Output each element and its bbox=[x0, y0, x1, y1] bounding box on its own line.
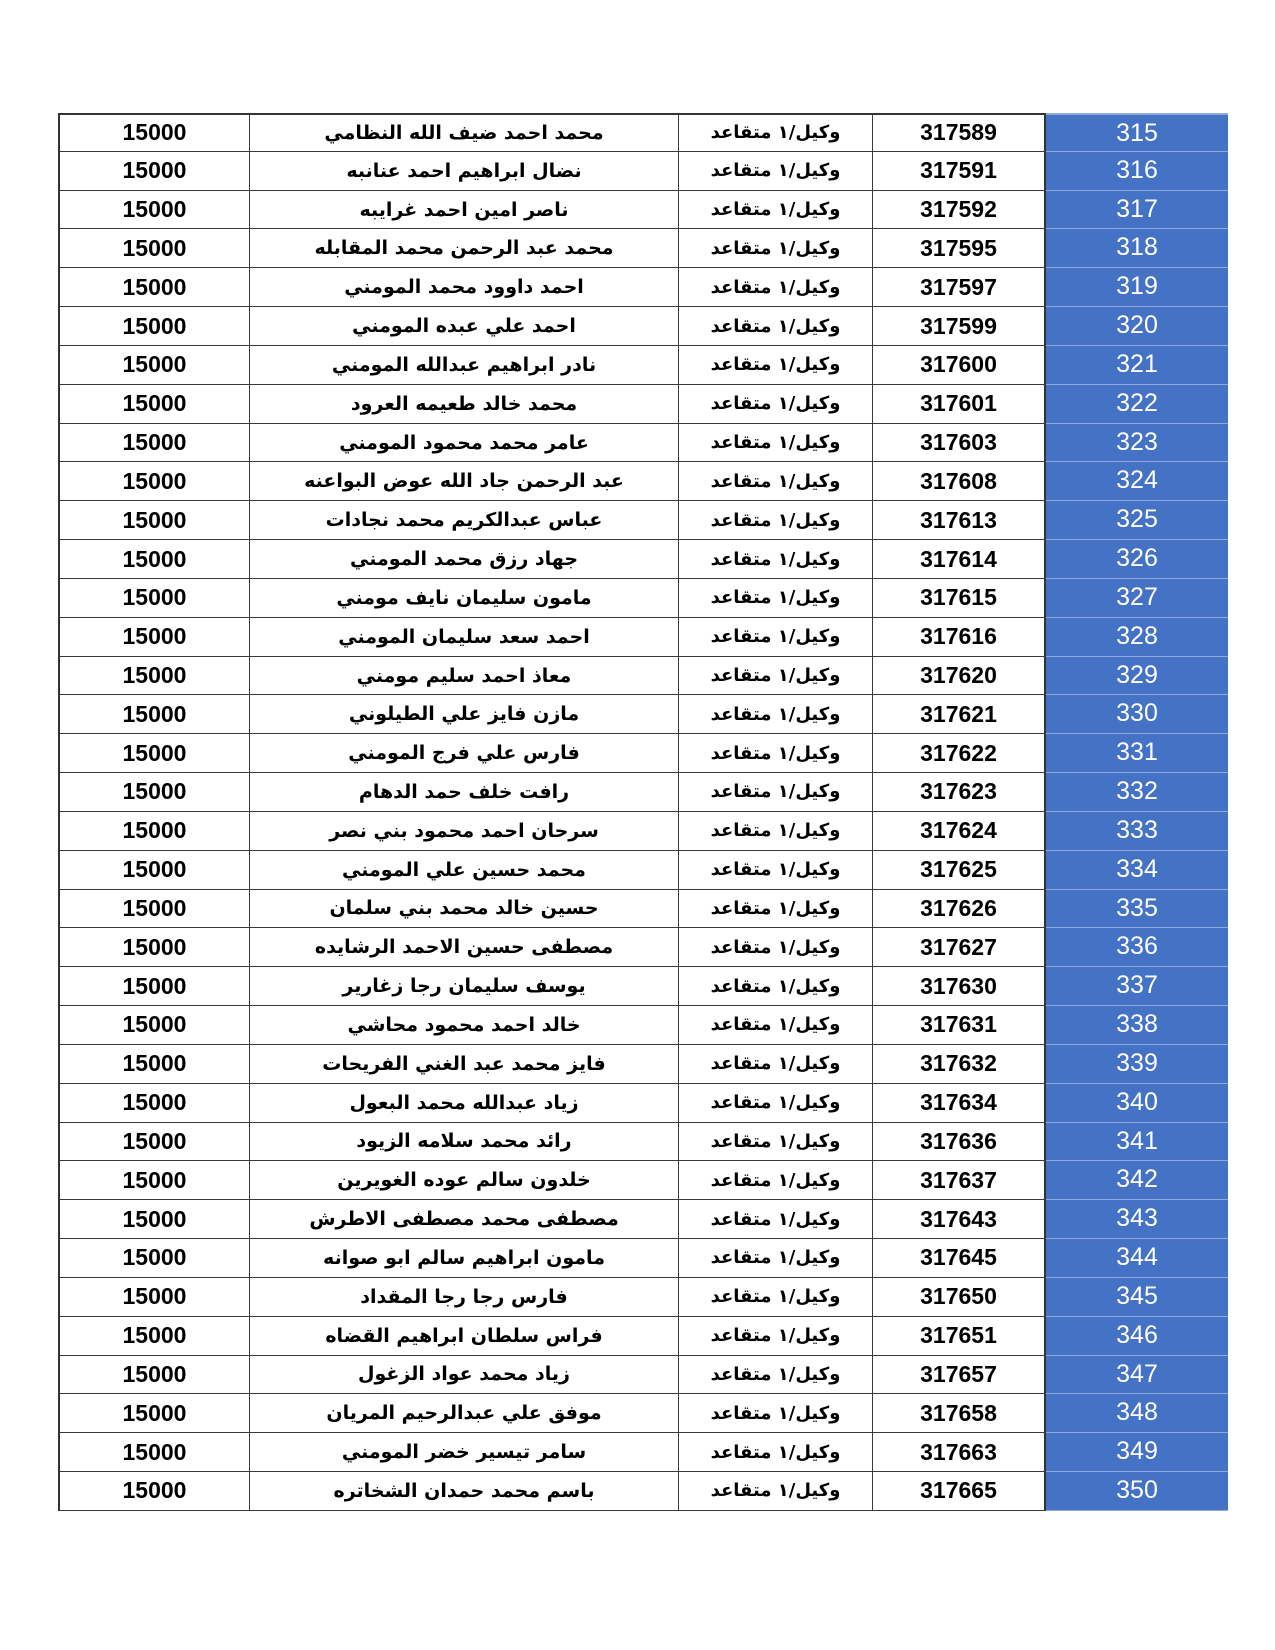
military-id-cell: 317651 bbox=[872, 1317, 1046, 1356]
sequence-number-cell: 328 bbox=[1046, 618, 1228, 657]
sequence-number-cell: 321 bbox=[1046, 346, 1228, 385]
rank-status-cell: وكيل/١ متقاعد bbox=[678, 346, 872, 385]
rank-status-cell: وكيل/١ متقاعد bbox=[678, 1045, 872, 1084]
name-cell: عباس عبدالكريم محمد نجادات bbox=[249, 501, 678, 540]
amount-cell: 15000 bbox=[58, 1200, 249, 1239]
name-cell: خلدون سالم عوده الغويرين bbox=[249, 1161, 678, 1200]
rank-status-cell: وكيل/١ متقاعد bbox=[678, 462, 872, 501]
sequence-number-cell: 340 bbox=[1046, 1084, 1228, 1123]
amount-cell: 15000 bbox=[58, 191, 249, 230]
amount-cell: 15000 bbox=[58, 152, 249, 191]
rank-status-cell: وكيل/١ متقاعد bbox=[678, 1239, 872, 1278]
name-cell: عامر محمد محمود المومني bbox=[249, 424, 678, 463]
name-cell: فارس رجا رجا المقداد bbox=[249, 1278, 678, 1317]
name-cell: نضال ابراهيم احمد عنانبه bbox=[249, 152, 678, 191]
rank-status-cell: وكيل/١ متقاعد bbox=[678, 501, 872, 540]
amount-cell: 15000 bbox=[58, 1239, 249, 1278]
military-id-cell: 317616 bbox=[872, 618, 1046, 657]
name-cell: مصطفى حسين الاحمد الرشايده bbox=[249, 928, 678, 967]
rank-status-cell: وكيل/١ متقاعد bbox=[678, 1433, 872, 1472]
rank-status-cell: وكيل/١ متقاعد bbox=[678, 1006, 872, 1045]
sequence-number-cell: 318 bbox=[1046, 229, 1228, 268]
rank-status-cell: وكيل/١ متقاعد bbox=[678, 307, 872, 346]
amount-cell: 15000 bbox=[58, 268, 249, 307]
name-cell: زياد محمد عواد الزغول bbox=[249, 1356, 678, 1395]
military-id-cell: 317627 bbox=[872, 928, 1046, 967]
military-id-cell: 317622 bbox=[872, 734, 1046, 773]
military-id-cell: 317591 bbox=[872, 152, 1046, 191]
sequence-number-cell: 320 bbox=[1046, 307, 1228, 346]
name-cell: موفق علي عبدالرحيم المريان bbox=[249, 1394, 678, 1433]
amount-cell: 15000 bbox=[58, 307, 249, 346]
sequence-number-cell: 343 bbox=[1046, 1200, 1228, 1239]
amount-cell: 15000 bbox=[58, 579, 249, 618]
name-cell: رافت خلف حمد الدهام bbox=[249, 773, 678, 812]
rank-status-cell: وكيل/١ متقاعد bbox=[678, 268, 872, 307]
amount-cell: 15000 bbox=[58, 657, 249, 696]
rank-status-cell: وكيل/١ متقاعد bbox=[678, 229, 872, 268]
military-id-cell: 317636 bbox=[872, 1123, 1046, 1162]
amount-cell: 15000 bbox=[58, 346, 249, 385]
sequence-number-cell: 315 bbox=[1046, 113, 1228, 152]
rank-status-cell: وكيل/١ متقاعد bbox=[678, 657, 872, 696]
name-cell: سامر تيسير خضر المومني bbox=[249, 1433, 678, 1472]
sequence-number-cell: 322 bbox=[1046, 385, 1228, 424]
amount-cell: 15000 bbox=[58, 424, 249, 463]
amount-cell: 15000 bbox=[58, 1123, 249, 1162]
name-cell: مامون سليمان نايف مومني bbox=[249, 579, 678, 618]
sequence-number-cell: 317 bbox=[1046, 191, 1228, 230]
name-cell: ناصر امين احمد غرايبه bbox=[249, 191, 678, 230]
rank-status-cell: وكيل/١ متقاعد bbox=[678, 1394, 872, 1433]
military-id-cell: 317623 bbox=[872, 773, 1046, 812]
name-cell: خالد احمد محمود محاشي bbox=[249, 1006, 678, 1045]
amount-cell: 15000 bbox=[58, 1006, 249, 1045]
military-id-cell: 317589 bbox=[872, 113, 1046, 152]
rank-status-cell: وكيل/١ متقاعد bbox=[678, 695, 872, 734]
name-cell: باسم محمد حمدان الشخاتره bbox=[249, 1472, 678, 1511]
rank-status-cell: وكيل/١ متقاعد bbox=[678, 540, 872, 579]
sequence-number-cell: 332 bbox=[1046, 773, 1228, 812]
sequence-number-cell: 327 bbox=[1046, 579, 1228, 618]
amount-cell: 15000 bbox=[58, 1161, 249, 1200]
sequence-number-cell: 346 bbox=[1046, 1317, 1228, 1356]
name-cell: فايز محمد عبد الغني الفريحات bbox=[249, 1045, 678, 1084]
rank-status-cell: وكيل/١ متقاعد bbox=[678, 1200, 872, 1239]
military-id-cell: 317613 bbox=[872, 501, 1046, 540]
name-cell: حسين خالد محمد بني سلمان bbox=[249, 890, 678, 929]
name-cell: محمد عبد الرحمن محمد المقابله bbox=[249, 229, 678, 268]
amount-cell: 15000 bbox=[58, 773, 249, 812]
rank-status-cell: وكيل/١ متقاعد bbox=[678, 1084, 872, 1123]
military-id-cell: 317599 bbox=[872, 307, 1046, 346]
name-cell: معاذ احمد سليم مومني bbox=[249, 657, 678, 696]
military-id-cell: 317626 bbox=[872, 890, 1046, 929]
rank-status-cell: وكيل/١ متقاعد bbox=[678, 773, 872, 812]
amount-cell: 15000 bbox=[58, 1433, 249, 1472]
name-cell: محمد خالد طعيمه العرود bbox=[249, 385, 678, 424]
military-id-cell: 317643 bbox=[872, 1200, 1046, 1239]
sequence-number-cell: 349 bbox=[1046, 1433, 1228, 1472]
name-cell: احمد سعد سليمان المومني bbox=[249, 618, 678, 657]
military-id-cell: 317663 bbox=[872, 1433, 1046, 1472]
sequence-number-cell: 337 bbox=[1046, 967, 1228, 1006]
name-cell: فراس سلطان ابراهيم القضاه bbox=[249, 1317, 678, 1356]
sequence-number-cell: 345 bbox=[1046, 1278, 1228, 1317]
military-id-cell: 317634 bbox=[872, 1084, 1046, 1123]
amount-cell: 15000 bbox=[58, 1084, 249, 1123]
military-id-cell: 317632 bbox=[872, 1045, 1046, 1084]
sequence-number-cell: 316 bbox=[1046, 152, 1228, 191]
sequence-number-cell: 325 bbox=[1046, 501, 1228, 540]
name-cell: يوسف سليمان رجا زغارير bbox=[249, 967, 678, 1006]
sequence-number-cell: 329 bbox=[1046, 657, 1228, 696]
military-id-cell: 317658 bbox=[872, 1394, 1046, 1433]
military-id-cell: 317621 bbox=[872, 695, 1046, 734]
amount-cell: 15000 bbox=[58, 734, 249, 773]
military-id-cell: 317625 bbox=[872, 851, 1046, 890]
rank-status-cell: وكيل/١ متقاعد bbox=[678, 967, 872, 1006]
name-cell: محمد حسين علي المومني bbox=[249, 851, 678, 890]
sequence-number-cell: 338 bbox=[1046, 1006, 1228, 1045]
name-cell: مصطفى محمد مصطفى الاطرش bbox=[249, 1200, 678, 1239]
rank-status-cell: وكيل/١ متقاعد bbox=[678, 113, 872, 152]
amount-cell: 15000 bbox=[58, 1472, 249, 1511]
name-cell: مازن فايز علي الطيلوني bbox=[249, 695, 678, 734]
sequence-number-cell: 326 bbox=[1046, 540, 1228, 579]
amount-cell: 15000 bbox=[58, 229, 249, 268]
name-cell: احمد علي عبده المومني bbox=[249, 307, 678, 346]
military-id-cell: 317650 bbox=[872, 1278, 1046, 1317]
military-id-cell: 317595 bbox=[872, 229, 1046, 268]
amount-cell: 15000 bbox=[58, 1356, 249, 1395]
amount-cell: 15000 bbox=[58, 462, 249, 501]
rank-status-cell: وكيل/١ متقاعد bbox=[678, 890, 872, 929]
rank-status-cell: وكيل/١ متقاعد bbox=[678, 1123, 872, 1162]
sequence-number-cell: 324 bbox=[1046, 462, 1228, 501]
amount-cell: 15000 bbox=[58, 540, 249, 579]
document-page bbox=[58, 113, 1228, 1511]
amount-cell: 15000 bbox=[58, 812, 249, 851]
military-id-cell: 317657 bbox=[872, 1356, 1046, 1395]
rank-status-cell: وكيل/١ متقاعد bbox=[678, 424, 872, 463]
amount-cell: 15000 bbox=[58, 501, 249, 540]
military-id-cell: 317603 bbox=[872, 424, 1046, 463]
name-cell: احمد داوود محمد المومني bbox=[249, 268, 678, 307]
amount-cell: 15000 bbox=[58, 385, 249, 424]
amount-cell: 15000 bbox=[58, 1045, 249, 1084]
amount-cell: 15000 bbox=[58, 851, 249, 890]
military-id-cell: 317592 bbox=[872, 191, 1046, 230]
military-id-cell: 317637 bbox=[872, 1161, 1046, 1200]
military-id-cell: 317645 bbox=[872, 1239, 1046, 1278]
military-id-cell: 317620 bbox=[872, 657, 1046, 696]
rank-status-cell: وكيل/١ متقاعد bbox=[678, 579, 872, 618]
sequence-number-cell: 342 bbox=[1046, 1161, 1228, 1200]
sequence-number-cell: 323 bbox=[1046, 424, 1228, 463]
sequence-number-cell: 348 bbox=[1046, 1394, 1228, 1433]
sequence-number-cell: 347 bbox=[1046, 1356, 1228, 1395]
sequence-number-cell: 331 bbox=[1046, 734, 1228, 773]
sequence-number-cell: 339 bbox=[1046, 1045, 1228, 1084]
rank-status-cell: وكيل/١ متقاعد bbox=[678, 1161, 872, 1200]
name-cell: سرحان احمد محمود بني نصر bbox=[249, 812, 678, 851]
name-cell: جهاد رزق محمد المومني bbox=[249, 540, 678, 579]
name-cell: عبد الرحمن جاد الله عوض البواعنه bbox=[249, 462, 678, 501]
military-id-cell: 317600 bbox=[872, 346, 1046, 385]
amount-cell: 15000 bbox=[58, 1317, 249, 1356]
military-id-cell: 317624 bbox=[872, 812, 1046, 851]
name-cell: نادر ابراهيم عبدالله المومني bbox=[249, 346, 678, 385]
sequence-number-cell: 341 bbox=[1046, 1123, 1228, 1162]
amount-cell: 15000 bbox=[58, 695, 249, 734]
payment-table bbox=[58, 113, 1228, 1511]
military-id-cell: 317614 bbox=[872, 540, 1046, 579]
rank-status-cell: وكيل/١ متقاعد bbox=[678, 152, 872, 191]
military-id-cell: 317615 bbox=[872, 579, 1046, 618]
rank-status-cell: وكيل/١ متقاعد bbox=[678, 385, 872, 424]
rank-status-cell: وكيل/١ متقاعد bbox=[678, 734, 872, 773]
sequence-number-cell: 333 bbox=[1046, 812, 1228, 851]
rank-status-cell: وكيل/١ متقاعد bbox=[678, 851, 872, 890]
amount-cell: 15000 bbox=[58, 967, 249, 1006]
amount-cell: 15000 bbox=[58, 113, 249, 152]
military-id-cell: 317597 bbox=[872, 268, 1046, 307]
name-cell: زياد عبدالله محمد البعول bbox=[249, 1084, 678, 1123]
amount-cell: 15000 bbox=[58, 618, 249, 657]
rank-status-cell: وكيل/١ متقاعد bbox=[678, 812, 872, 851]
military-id-cell: 317601 bbox=[872, 385, 1046, 424]
name-cell: فارس علي فرج المومني bbox=[249, 734, 678, 773]
sequence-number-cell: 344 bbox=[1046, 1239, 1228, 1278]
sequence-number-cell: 334 bbox=[1046, 851, 1228, 890]
name-cell: مامون ابراهيم سالم ابو صوانه bbox=[249, 1239, 678, 1278]
military-id-cell: 317665 bbox=[872, 1472, 1046, 1511]
amount-cell: 15000 bbox=[58, 890, 249, 929]
sequence-number-cell: 319 bbox=[1046, 268, 1228, 307]
name-cell: رائد محمد سلامه الزيود bbox=[249, 1123, 678, 1162]
amount-cell: 15000 bbox=[58, 1394, 249, 1433]
name-cell: محمد احمد ضيف الله النظامي bbox=[249, 113, 678, 152]
sequence-number-cell: 330 bbox=[1046, 695, 1228, 734]
military-id-cell: 317630 bbox=[872, 967, 1046, 1006]
rank-status-cell: وكيل/١ متقاعد bbox=[678, 1472, 872, 1511]
rank-status-cell: وكيل/١ متقاعد bbox=[678, 928, 872, 967]
sequence-number-cell: 335 bbox=[1046, 890, 1228, 929]
rank-status-cell: وكيل/١ متقاعد bbox=[678, 618, 872, 657]
military-id-cell: 317631 bbox=[872, 1006, 1046, 1045]
rank-status-cell: وكيل/١ متقاعد bbox=[678, 1278, 872, 1317]
sequence-number-cell: 350 bbox=[1046, 1472, 1228, 1511]
amount-cell: 15000 bbox=[58, 1278, 249, 1317]
rank-status-cell: وكيل/١ متقاعد bbox=[678, 191, 872, 230]
amount-cell: 15000 bbox=[58, 928, 249, 967]
rank-status-cell: وكيل/١ متقاعد bbox=[678, 1317, 872, 1356]
sequence-number-cell: 336 bbox=[1046, 928, 1228, 967]
military-id-cell: 317608 bbox=[872, 462, 1046, 501]
rank-status-cell: وكيل/١ متقاعد bbox=[678, 1356, 872, 1395]
